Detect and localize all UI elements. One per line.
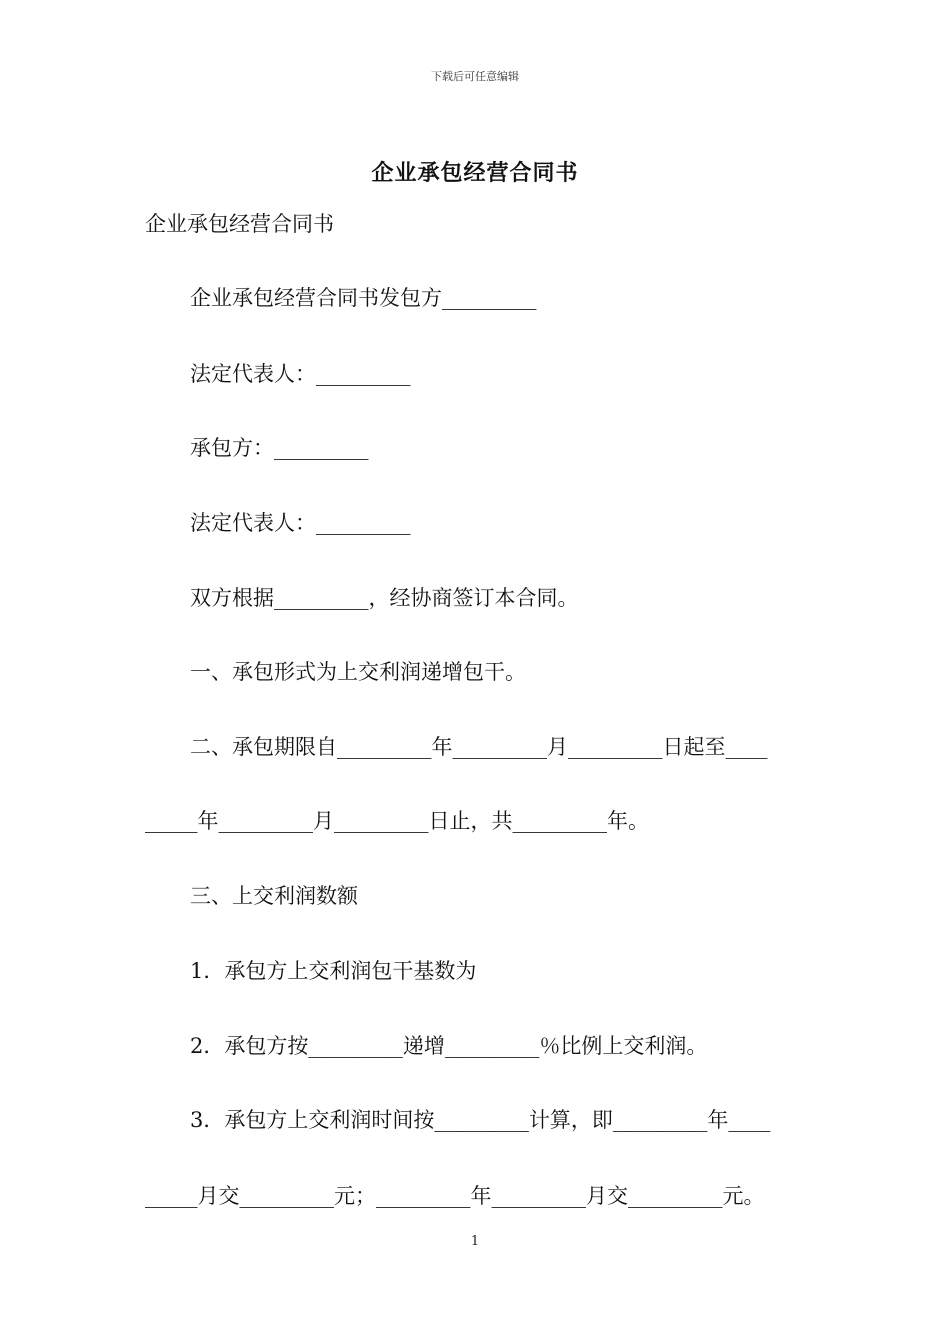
clause-3-item-3-line-2: _____月交_________元；_________年_________月交_________元。 xyxy=(145,1184,765,1208)
contractor-line: 承包方：_________ xyxy=(190,436,369,460)
clause-1: 一、承包形式为上交利润递增包干。 xyxy=(190,660,526,684)
clause-3-heading: 三、上交利润数额 xyxy=(190,884,358,908)
issuer-legal-rep-line: 法定代表人：_________ xyxy=(190,362,411,386)
clause-3-item-2: 2．承包方按_________递增_________％比例上交利润。 xyxy=(190,1034,708,1058)
clause-2-line-1: 二、承包期限自_________年_________月_________日起至____ xyxy=(190,735,768,759)
contractor-legal-rep-line: 法定代表人：_________ xyxy=(190,511,411,535)
clause-3-item-3-line-1: 3．承包方上交利润时间按_________计算，即_________年____ xyxy=(190,1108,771,1132)
contract-issuer-line: 企业承包经营合同书发包方_________ xyxy=(190,286,537,310)
header-note: 下载后可任意编辑 xyxy=(431,70,519,83)
subtitle-line: 企业承包经营合同书 xyxy=(145,212,334,236)
clause-3-item-1: 1．承包方上交利润包干基数为 xyxy=(190,959,477,983)
clause-2-line-2: _____年_________月_________日止，共_________年。 xyxy=(145,809,649,833)
page-number: 1 xyxy=(470,1234,480,1249)
document-title: 企业承包经营合同书 xyxy=(371,160,579,186)
agreement-basis-line: 双方根据_________，经协商签订本合同。 xyxy=(190,586,579,610)
